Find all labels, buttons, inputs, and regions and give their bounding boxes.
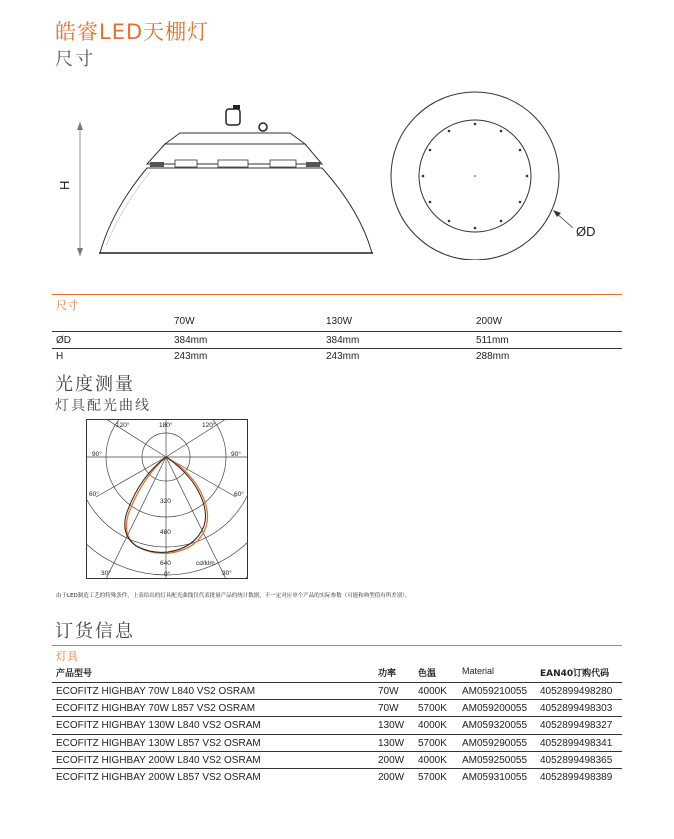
dimensions-cell: 384mm: [326, 335, 360, 346]
ordering-cell-material: AM059210055: [462, 686, 528, 697]
angle-label: 0°: [164, 571, 171, 578]
ordering-cell-cct: 4000K: [418, 755, 447, 766]
fin: [270, 160, 296, 167]
ordering-cell-cct: 5700K: [418, 772, 447, 783]
fin: [175, 160, 197, 167]
side-view-drawing: [50, 100, 390, 265]
ordering-cell-ean: 4052899498365: [540, 755, 613, 766]
dimensions-rule-top: [52, 294, 622, 295]
ordering-cell-cct: 5700K: [418, 703, 447, 714]
fin: [150, 162, 164, 167]
angle-label: 180°: [159, 422, 173, 429]
mount-bracket: [226, 109, 240, 125]
ordering-cell-power: 130W: [378, 738, 405, 749]
angle-label: 120°: [202, 422, 216, 429]
ordering-cell-model: ECOFITZ HIGHBAY 130W L840 VS2 OSRAM: [56, 720, 261, 731]
ordering-cell-cct: 5700K: [418, 738, 447, 749]
dimensions-row-label: ØD: [56, 335, 71, 346]
ordering-cell-model: ECOFITZ HIGHBAY 70W L857 VS2 OSRAM: [56, 703, 256, 714]
ordering-header-power: 功率: [378, 669, 397, 679]
ordering-rule-top: [52, 645, 622, 646]
ordering-rule: [52, 682, 622, 683]
radial-label: 320: [160, 498, 171, 505]
height-arrow-bottom: [77, 248, 83, 256]
ordering-cell-power: 200W: [378, 755, 405, 766]
angle-label: 60°: [89, 491, 99, 498]
cable-gland: [259, 123, 267, 131]
dimensions-cell: 511mm: [476, 335, 509, 346]
ordering-cell-model: ECOFITZ HIGHBAY 130W L857 VS2 OSRAM: [56, 738, 261, 749]
ordering-section-label: 灯具: [56, 650, 78, 663]
photometry-subheading: 灯具配光曲线: [55, 398, 151, 414]
angle-label: 90°: [92, 451, 102, 458]
angle-label: 30°: [101, 570, 111, 577]
ordering-rule: [52, 768, 622, 769]
reflector: [100, 168, 372, 253]
ordering-cell-ean: 4052899498280: [540, 686, 613, 697]
ordering-cell-ean: 4052899498303: [540, 703, 613, 714]
dimensions-rule: [52, 331, 622, 332]
ordering-header-cct: 色温: [418, 669, 437, 679]
dimensions-cell: 243mm: [326, 351, 360, 362]
polar-diagram: [86, 419, 248, 579]
diameter-label: ØD: [576, 224, 596, 239]
dimensions-header-70w: 70W: [174, 316, 195, 327]
ordering-rule: [52, 699, 622, 700]
page-title: 皓睿LED天棚灯: [55, 20, 210, 44]
fin: [218, 160, 248, 167]
ordering-cell-power: 70W: [378, 703, 399, 714]
angle-label: 90°: [231, 451, 241, 458]
ordering-rule: [52, 734, 622, 735]
ordering-heading: 订货信息: [55, 621, 135, 642]
driver-housing: [165, 133, 305, 144]
ordering-cell-model: ECOFITZ HIGHBAY 70W L840 VS2 OSRAM: [56, 686, 256, 697]
ordering-cell-power: 70W: [378, 686, 399, 697]
ordering-rule: [52, 751, 622, 752]
unit-label: cd/klm: [196, 560, 215, 567]
ordering-header-ean: EAN40订购代码: [540, 669, 610, 679]
ordering-cell-model: ECOFITZ HIGHBAY 200W L840 VS2 OSRAM: [56, 755, 261, 766]
front-view-drawing: [385, 90, 615, 260]
ordering-cell-ean: 4052899498341: [540, 738, 613, 749]
ordering-cell-cct: 4000K: [418, 686, 447, 697]
fin: [306, 162, 320, 167]
photometry-heading: 光度测量: [55, 374, 135, 395]
ordering-header-material: Material: [462, 666, 495, 676]
ordering-cell-ean: 4052899498389: [540, 772, 613, 783]
angle-label: 60°: [234, 491, 244, 498]
photometry-note: 由于LED制造工艺的特殊条件，上表给出的灯具配光曲线仅代表批量产品的统计数据，不一定对应单个产品的实际参数（可能和典型值有所差别）。: [56, 593, 411, 599]
height-label: H: [57, 180, 72, 190]
ordering-rule: [52, 716, 622, 717]
ordering-cell-material: AM059320055: [462, 720, 528, 731]
dimensions-section-label: 尺寸: [56, 299, 78, 312]
dimensions-cell: 288mm: [476, 351, 510, 362]
radial-label: 480: [160, 529, 171, 536]
height-arrow-top: [77, 122, 83, 130]
dimensions-rule: [52, 348, 622, 349]
ordering-header-model: 产品型号: [56, 669, 93, 679]
angle-label: 120°: [116, 422, 130, 429]
dimensions-cell: 384mm: [174, 335, 208, 346]
dimensions-cell: 243mm: [174, 351, 208, 362]
ordering-cell-model: ECOFITZ HIGHBAY 200W L857 VS2 OSRAM: [56, 772, 261, 783]
ordering-cell-material: AM059250055: [462, 755, 528, 766]
ordering-cell-material: AM059200055: [462, 703, 528, 714]
ordering-cell-cct: 4000K: [418, 720, 447, 731]
page-subtitle: 尺寸: [55, 49, 95, 70]
ordering-cell-material: AM059310055: [462, 772, 528, 783]
dimensions-row-label: H: [56, 351, 64, 362]
dimensions-header-130w: 130W: [326, 316, 353, 327]
radial-label: 640: [160, 560, 171, 567]
ordering-cell-power: 130W: [378, 720, 405, 731]
ordering-cell-material: AM059290055: [462, 738, 528, 749]
dimensions-header-200w: 200W: [476, 316, 503, 327]
ordering-cell-power: 200W: [378, 772, 405, 783]
angle-label: 30°: [222, 570, 232, 577]
ordering-cell-ean: 4052899498327: [540, 720, 613, 731]
